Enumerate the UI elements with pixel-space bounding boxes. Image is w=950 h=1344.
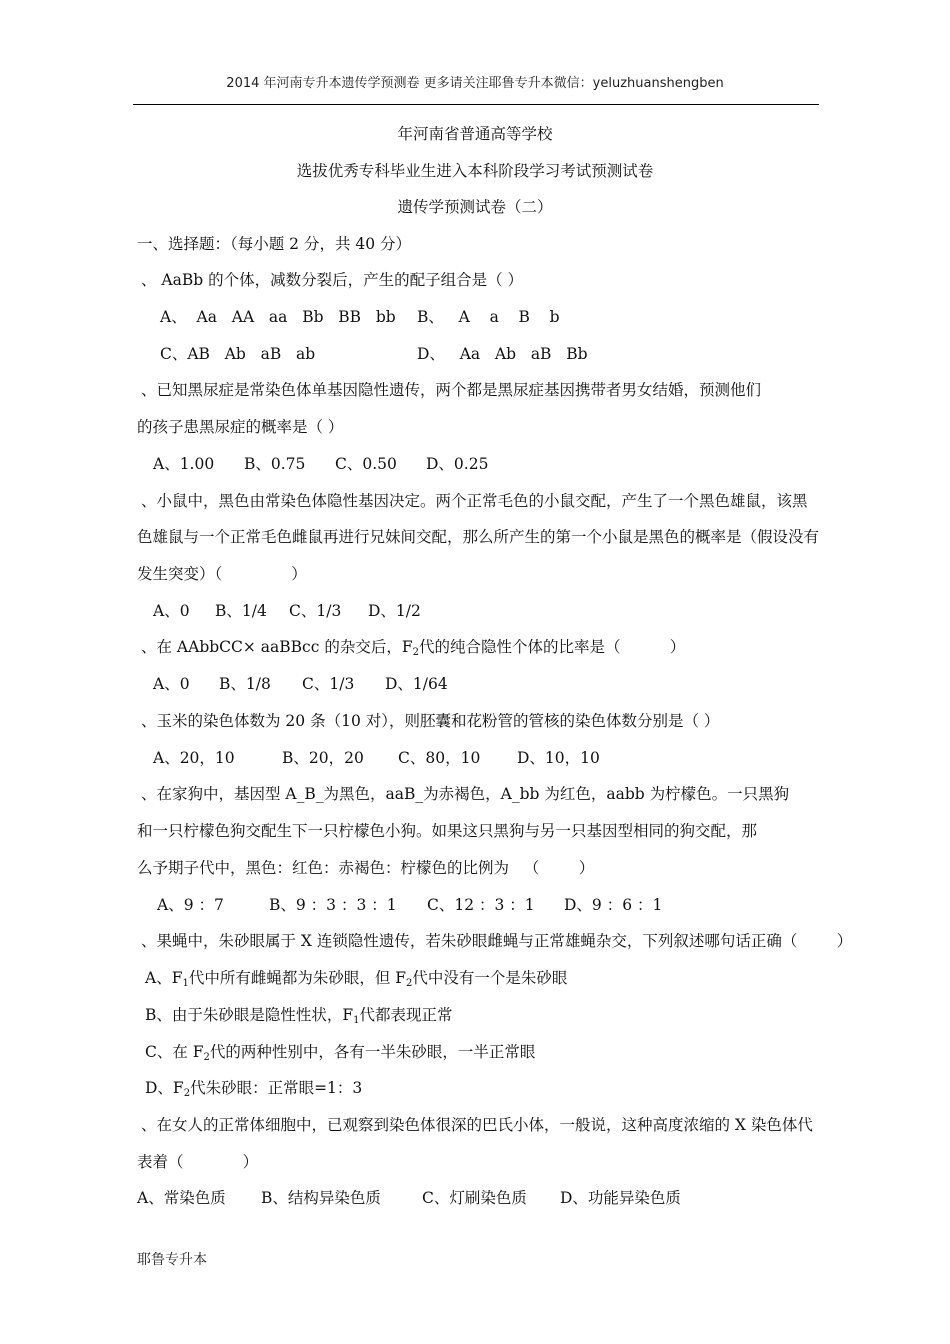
question-2-option-c: C、0.50	[335, 455, 397, 473]
question-4-stem-pre: 、在 AAbbCC× aaBBcc 的杂交后，F	[141, 638, 413, 656]
question-7-option-a-post: 代中没有一个是朱砂眼	[412, 969, 568, 987]
question-3-option-d: D、1/2	[368, 602, 421, 620]
question-1-option-a: A、 Aa AA aa Bb BB bb	[160, 308, 396, 326]
question-7-option-d-post: 代朱砂眼：正常眼=1：3	[190, 1079, 363, 1097]
question-6-stem-line-2: 和一只柠檬色狗交配生下一只柠檬色小狗。如果这只黑狗与另一只基因型相同的狗交配，那	[137, 822, 758, 840]
question-8-option-c: C、灯刷染色质	[422, 1189, 527, 1207]
question-7-option-c-post: 代的两种性别中，各有一半朱砂眼，一半正常眼	[209, 1043, 536, 1061]
question-2-stem-line-2: 的孩子患黑尿症的概率是（ ）	[137, 418, 344, 436]
question-8-option-a: A、常染色质	[137, 1189, 226, 1207]
question-4-stem-sub: 2	[412, 647, 419, 658]
question-3-stem-line-1: 、小鼠中，黑色由常染色体隐性基因决定。两个正常毛色的小鼠交配，产生了一个黑色雄鼠，该黑	[141, 492, 808, 510]
question-3-option-a: A、0	[153, 602, 190, 620]
title-line-1: 年河南省普通高等学校	[397, 125, 553, 143]
question-7-option-d-sub: 2	[183, 1088, 191, 1099]
header-rule	[133, 104, 819, 105]
question-7-option-a-sub-1: 1	[182, 978, 189, 989]
page-header: 2014 年河南专升本遗传学预测卷 更多请关注耶鲁专升本微信：yeluzhuanshengben	[226, 76, 724, 91]
question-7-option-a	[145, 968, 567, 991]
question-7-option-c-pre: C、在 F	[145, 1043, 204, 1061]
question-4-option-b: B、1/8	[219, 675, 271, 693]
question-6-option-d: D、9 ：6 ：1	[564, 896, 663, 914]
question-7-option-b	[145, 1005, 453, 1028]
question-7-stem: 、果蝇中，朱砂眼属于 X 连锁隐性遗传，若朱砂眼雌蝇与正常雄蝇杂交，下列叙述哪句话正确（ ）	[141, 932, 853, 950]
question-8-option-d: D、功能异染色质	[560, 1189, 681, 1207]
question-6-stem-line-1: 、在家狗中，基因型 A_B_为黑色，aaB_为赤褐色，A_bb 为红色，aabb 为柠檬色。一只黑狗	[141, 785, 790, 803]
question-8-option-b: B、结构异染色质	[261, 1189, 381, 1207]
question-3-stem-line-3: 发生突变）（ ）	[137, 565, 307, 583]
question-1-option-b: B、 A a B b	[417, 308, 560, 326]
question-1-option-d: D、 Aa Ab aB Bb	[417, 345, 588, 363]
question-7-option-d	[145, 1078, 362, 1101]
question-6-stem-line-3: 么予期子代中，黑色：红色：赤褐色：柠檬色的比例为 （ ）	[137, 859, 595, 877]
question-6-option-c: C、12 ：3 ：1	[427, 896, 535, 914]
question-4-option-d: D、1/64	[385, 675, 448, 693]
question-5-option-a: A、20，10	[153, 749, 235, 767]
question-7-option-b-pre: B、由于朱砂眼是隐性性状，F	[145, 1006, 354, 1024]
question-7-option-c	[145, 1042, 535, 1065]
page-footer: 耶鲁专升本	[137, 1252, 207, 1268]
question-8-stem-line-1: 、在女人的正常体细胞中，已观察到染色体很深的巴氏小体，一般说，这种高度浓缩的 X 染色体代	[141, 1116, 813, 1134]
question-6-option-a: A、9 ：7	[157, 896, 224, 914]
question-1-stem: 、 AaBb 的个体，减数分裂后，产生的配子组合是（ ）	[141, 271, 524, 289]
question-8-stem-line-2: 表着（ ）	[137, 1153, 259, 1171]
question-7-option-a-pre: A、F	[145, 969, 183, 987]
question-7-option-b-post: 代都表现正常	[359, 1006, 453, 1024]
question-4-option-c: C、1/3	[302, 675, 355, 693]
question-2-option-a: A、1.00	[153, 455, 215, 473]
section-heading: 一、选择题：（每小题 2 分，共 40 分）	[137, 235, 412, 253]
question-2-option-d: D、0.25	[426, 455, 489, 473]
question-5-stem: 、玉米的染色体数为 20 条（10 对），则胚囊和花粉管的管核的染色体数分别是（ ）	[141, 712, 720, 730]
question-2-stem-line-1: 、已知黑尿症是常染色体单基因隐性遗传，两个都是黑尿症基因携带者男女结婚，预测他们	[141, 381, 762, 399]
question-5-option-d: D、10，10	[517, 749, 600, 767]
title-line-3: 遗传学预测试卷（二）	[397, 198, 553, 216]
question-2-option-b: B、0.75	[244, 455, 306, 473]
question-7-option-a-sub-2: 2	[406, 978, 413, 989]
question-5-option-c: C、80，10	[398, 749, 481, 767]
question-4-option-a: A、0	[153, 675, 190, 693]
question-3-option-c: C、1/3	[289, 602, 342, 620]
title-line-2: 选拔优秀专科毕业生进入本科阶段学习考试预测试卷	[296, 162, 654, 180]
question-4-stem	[141, 637, 685, 660]
question-1-option-c: C、AB Ab aB ab	[160, 345, 316, 363]
question-7-option-c-sub: 2	[203, 1052, 210, 1063]
question-5-option-b: B、20，20	[282, 749, 364, 767]
question-3-stem-line-2: 色雄鼠与一个正常毛色雌鼠再进行兄妹间交配，那么所产生的第一个小鼠是黑色的概率是（假设没有	[137, 528, 820, 546]
question-7-option-b-sub: 1	[353, 1015, 360, 1026]
question-7-option-d-pre: D、F	[145, 1079, 184, 1097]
question-6-option-b: B、9 ：3 ：3 ：1	[269, 896, 397, 914]
question-3-option-b: B、1/4	[215, 602, 267, 620]
question-4-stem-post: 代的纯合隐性个体的比率是（ ）	[418, 638, 686, 656]
question-7-option-a-mid: 代中所有雌蝇都为朱砂眼，但 F	[188, 969, 407, 987]
